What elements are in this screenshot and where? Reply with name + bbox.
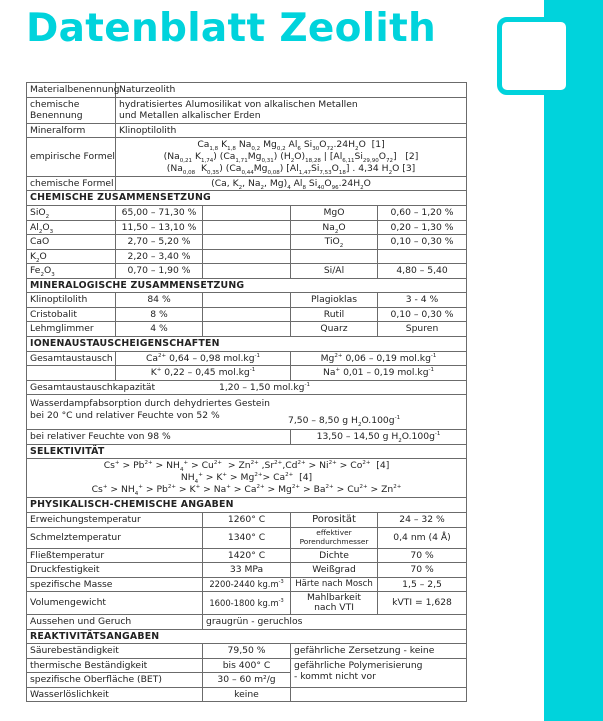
cell-value: Spuren [378,322,467,337]
cell-value: 70 % [378,548,467,563]
note-line: gefährliche Polymerisierung [294,659,423,671]
empty-cell [203,206,291,221]
na-exchange-value: Na+ 0,01 – 0,19 $mol.kg^{-1}$ [291,366,467,381]
value-text: 0,64 – 0,98 mol.kg [169,352,255,364]
section-header-row [27,629,467,644]
cell-value: 84 % [116,293,203,308]
cell-value: 4 % [116,322,203,337]
mineral-label: Mineralform [27,123,116,138]
cell-label: Plagioklas [291,293,378,308]
cell-label: Fließtemperatur [27,548,203,563]
mg-exchange-value: $Mg^{2+}$ 0,06 – 0,19 $mol.kg^{-1}$ [291,351,467,366]
cell-value: 0,60 – 1,20 % [378,206,467,221]
table-row [27,206,467,221]
material-value: Naturzeolith [116,83,467,98]
capacity-label: Gesamtaustauschkapazität [30,381,156,393]
section-heading: MINERALOGISCHE ZUSAMMENSETZUNG [27,278,467,293]
cell-value: 1600-1800 $kg.m^{-3}$ [203,592,291,615]
cell-value: kVTI = 1,628 [378,592,467,615]
chem-name-value [116,97,467,123]
value-line: hydratisiertes Alumosilikat von alkalischen Metallen [119,98,358,110]
table-row [27,138,467,177]
cell-label: $Al_2O_3$ [27,220,116,235]
section-header-row [27,444,467,459]
formula-line: ($Na_{0,21}$ $K_{1,74}$) $(Ca_{1,71}Mg_{0,31})$ $(H_2O)_{18,28}$ | $[Al_{6,11}Si_{29,90}O_{72}]$ [2] [163,150,419,164]
table-row [27,176,467,191]
cell-label: Säurebeständigkeit [27,644,203,659]
table-row [27,235,467,250]
chem-formula-value: (Ca, $K_2$, $Na_2$, $Mg)_4$ $Al_8$ $Si_{40}O_{96}.24H_2O$ [116,176,467,191]
cell-label [291,528,378,548]
label-line: effektiver [316,528,352,538]
value-text: 0,01 – 0,19 mol.kg [343,367,429,379]
cell-value: graugrün - geruchlos [203,615,467,630]
table-row [27,351,467,366]
cell-value: 65,00 – 71,30 % [116,206,203,221]
cell-label: Druckfestigkeit [27,563,203,578]
label-line: Porendurchmesser [299,536,369,546]
cell-value: bis 400° C [203,658,291,673]
table-row [27,220,467,235]
table-row [27,97,467,123]
empty-cell [378,249,467,264]
cell-value: 11,50 – 13,10 % [116,220,203,235]
cell-label: MgO [291,206,378,221]
cell-note: gefährliche Zersetzung - keine [291,644,467,659]
table-row [27,249,467,264]
cell-label: Erweichungstemperatur [27,512,203,528]
table-row [27,577,467,592]
vapor-label: bei 20 °C und relativer Feuchte von 52 % [30,409,220,421]
cell-label [291,592,378,615]
cell-label: Quarz [291,322,378,337]
value-text: 0,22 – 0,45 mol.kg [164,367,250,379]
selectivity-series [27,459,467,498]
section-header-row [27,498,467,513]
cell-value: 0,4 nm (4 Å) [378,528,467,548]
capacity-row [27,380,467,395]
cell-label: spezifische Masse [27,577,203,592]
cell-label: Porosität [291,512,378,528]
cell-label: CaO [27,235,116,250]
value-text: 2200-2440 kg.m [209,579,279,589]
k-exchange-value: K+ 0,22 – 0,45 $mol.kg^{-1}$ [116,366,291,381]
section-header-row [27,336,467,351]
cell-label: Lehmglimmer [27,322,116,337]
vapor-label: Wasserdampfabsorption durch dehydriertes Gestein [30,398,270,410]
value-text: 1,20 – 1,50 mol.kg [219,381,305,393]
vapor-line [30,409,463,428]
cell-value: 1420° C [203,548,291,563]
cell-label: Gesamtaustausch [27,351,116,366]
section-header-row [27,191,467,206]
value-line: und Metallen alkalischer Erden [119,110,261,121]
table-row [27,592,467,615]
logo-frame-icon [497,17,571,95]
empty-cell [203,235,291,250]
cell-label: $Fe_2O_3$ [27,264,116,279]
page-title: Datenblatt Zeolith [26,6,437,51]
mineral-value: Klinoptilolith [116,123,467,138]
table-row [27,528,467,548]
table-row [27,293,467,308]
cell-label: $K_2O$ [27,249,116,264]
cell-label: $Na_2O$ [291,220,378,235]
section-heading: PHYSIKALISCH-CHEMISCHE ANGABEN [27,498,467,513]
cell-value: 33 MPa [203,563,291,578]
cell-value: 0,10 – 0,30 % [378,307,467,322]
cell-value: 3 - 4 % [378,293,467,308]
empty-cell [203,293,291,308]
humidity-98-label: bei relativer Feuchte von 98 % [27,430,291,445]
empty-cell [203,307,291,322]
empty-cell [203,249,291,264]
table-row [27,307,467,322]
cell-value: 2,70 – 5,20 % [116,235,203,250]
empty-cell [203,322,291,337]
table-row [27,563,467,578]
table-row [27,322,467,337]
label-line: Benennung [30,110,83,121]
section-heading: SELEKTIVITÄT [27,444,467,459]
vapor-row [27,395,467,430]
table-row [27,644,467,659]
cell-label: Aussehen und Geruch [27,615,203,630]
empirical-label: empirische Formel [27,138,116,177]
table-row [27,264,467,279]
cell-value: 24 – 32 % [378,512,467,528]
cell-label: SiO$_2$ [27,206,116,221]
cell-label: Si/Al [291,264,378,279]
ca-exchange-value: $Ca^{2+}$ 0,64 – 0,98 $mol.kg^{-1}$ [116,351,291,366]
cell-label: Volumengewicht [27,592,203,615]
chem-formula-label: chemische Formel [27,176,116,191]
table-row [27,687,467,702]
cell-label: spezifische Oberfläche (BET) [27,673,203,688]
cell-label: thermische Beständigkeit [27,658,203,673]
chem-name-label [27,97,116,123]
cell-value: 0,10 – 0,30 % [378,235,467,250]
empty-cell [27,366,116,381]
cell-label: Härte nach Mosch [291,577,378,592]
cell-value: 2,20 – 3,40 % [116,249,203,264]
table-row [27,615,467,630]
cell-label: Weißgrad [291,563,378,578]
capacity-value: 1,20 – 1,50 $mol.kg^{-1}$ [219,381,310,393]
table-row [27,548,467,563]
cell-label: Schmelztemperatur [27,528,203,548]
cell-value: 79,50 % [203,644,291,659]
cell-label: Dichte [291,548,378,563]
cell-value: 30 – 60 m²/g [203,673,291,688]
cell-value: 4,80 – 5,40 [378,264,467,279]
table-row [27,83,467,98]
empty-cell [203,264,291,279]
selectivity-line: $Cs^+ > NH_4^+ > Pb^{2+} > K^+ > Na^+ > Ca^{2+} > Mg^{2+} > Ba^{2+} > Cu^{2+} > Zn^{2+}$ [91,484,402,498]
empty-cell [291,687,467,702]
cell-value: 0,20 – 1,30 % [378,220,467,235]
value-text: 0,06 – 0,19 mol.kg [345,352,431,364]
section-heading: REAKTIVITÄTSANGABEN [27,629,467,644]
material-label: Materialbenennung [27,83,116,98]
section-header-row [27,278,467,293]
section-heading: CHEMISCHE ZUSAMMENSETZUNG [27,191,467,206]
table-row [27,366,467,381]
selectivity-line: $NH_4^+ > K^+ > Mg^{2+}> Ca^{2+}$ [4] [180,472,313,486]
table-row [27,459,467,498]
cell-value: 2200-2440 $kg.m^{-3}$ [203,577,291,592]
note-line: - kommt nicht vor [294,671,376,683]
brand-stripe [544,0,603,721]
vapor-value-52: 7,50 – 8,50 g $H_2O.100g^{-1}$ [288,414,401,428]
cell-label: TiO$_2$ [291,235,378,250]
cell-value: 0,70 – 1,90 % [116,264,203,279]
table-row [27,123,467,138]
selectivity-line: $Cs^+ > Pb^{2+} > NH_4^+ > Cu^{2+} > Zn^{2+}$ $,Sr^{2+},Cd^{2+} > Ni^{2+} > Co^{2+}$ [4] [103,460,390,474]
cell-value: 1340° C [203,528,291,548]
datasheet-table [26,82,467,702]
empty-cell [291,249,378,264]
table-row [27,395,467,430]
label-line: nach VTI [314,602,354,614]
table-row [27,512,467,528]
cell-label: Rutil [291,307,378,322]
section-heading: IONENAUSTAUSCHEIGENSCHAFTEN [27,336,467,351]
value-text: 1600-1800 kg.m [209,597,279,608]
vapor-value-98: 13,50 – 14,50 g $H_2O.100g^{-1}$ [291,430,467,445]
cell-value: keine [203,687,291,702]
cell-label: Wasserlöslichkeit [27,687,203,702]
label-line: Mahlbarkeit [307,592,361,603]
cell-value: 1,5 – 2,5 [378,577,467,592]
cell-value: 8 % [116,307,203,322]
empirical-formulas [116,138,467,177]
formula-line: $Ca_{1,8}$ $K_{1,8}$ $Na_{0,2}$ $Mg_{0,2}$ $Al_6$ $Si_{30}O_{72}.24H_2O$ [1] [197,139,385,152]
label-line: chemische [30,98,80,110]
cell-note [291,658,467,687]
table-row [27,380,467,395]
cell-label: Cristobalit [27,307,116,322]
table-row [27,430,467,445]
cell-value: 70 % [378,563,467,578]
table-row [27,658,467,673]
cell-value: 1260° C [203,512,291,528]
empty-cell [203,220,291,235]
formula-line: ($Na_{0,08}$ $K_{0,35}$) $(Ca_{0,44}Mg_{0,08})$ $[Al_{1,47}Si_{7,53}O_{18}]$ . 4,34 $H_2O$ [3] [166,162,416,176]
cell-label: Klinoptilolith [27,293,116,308]
